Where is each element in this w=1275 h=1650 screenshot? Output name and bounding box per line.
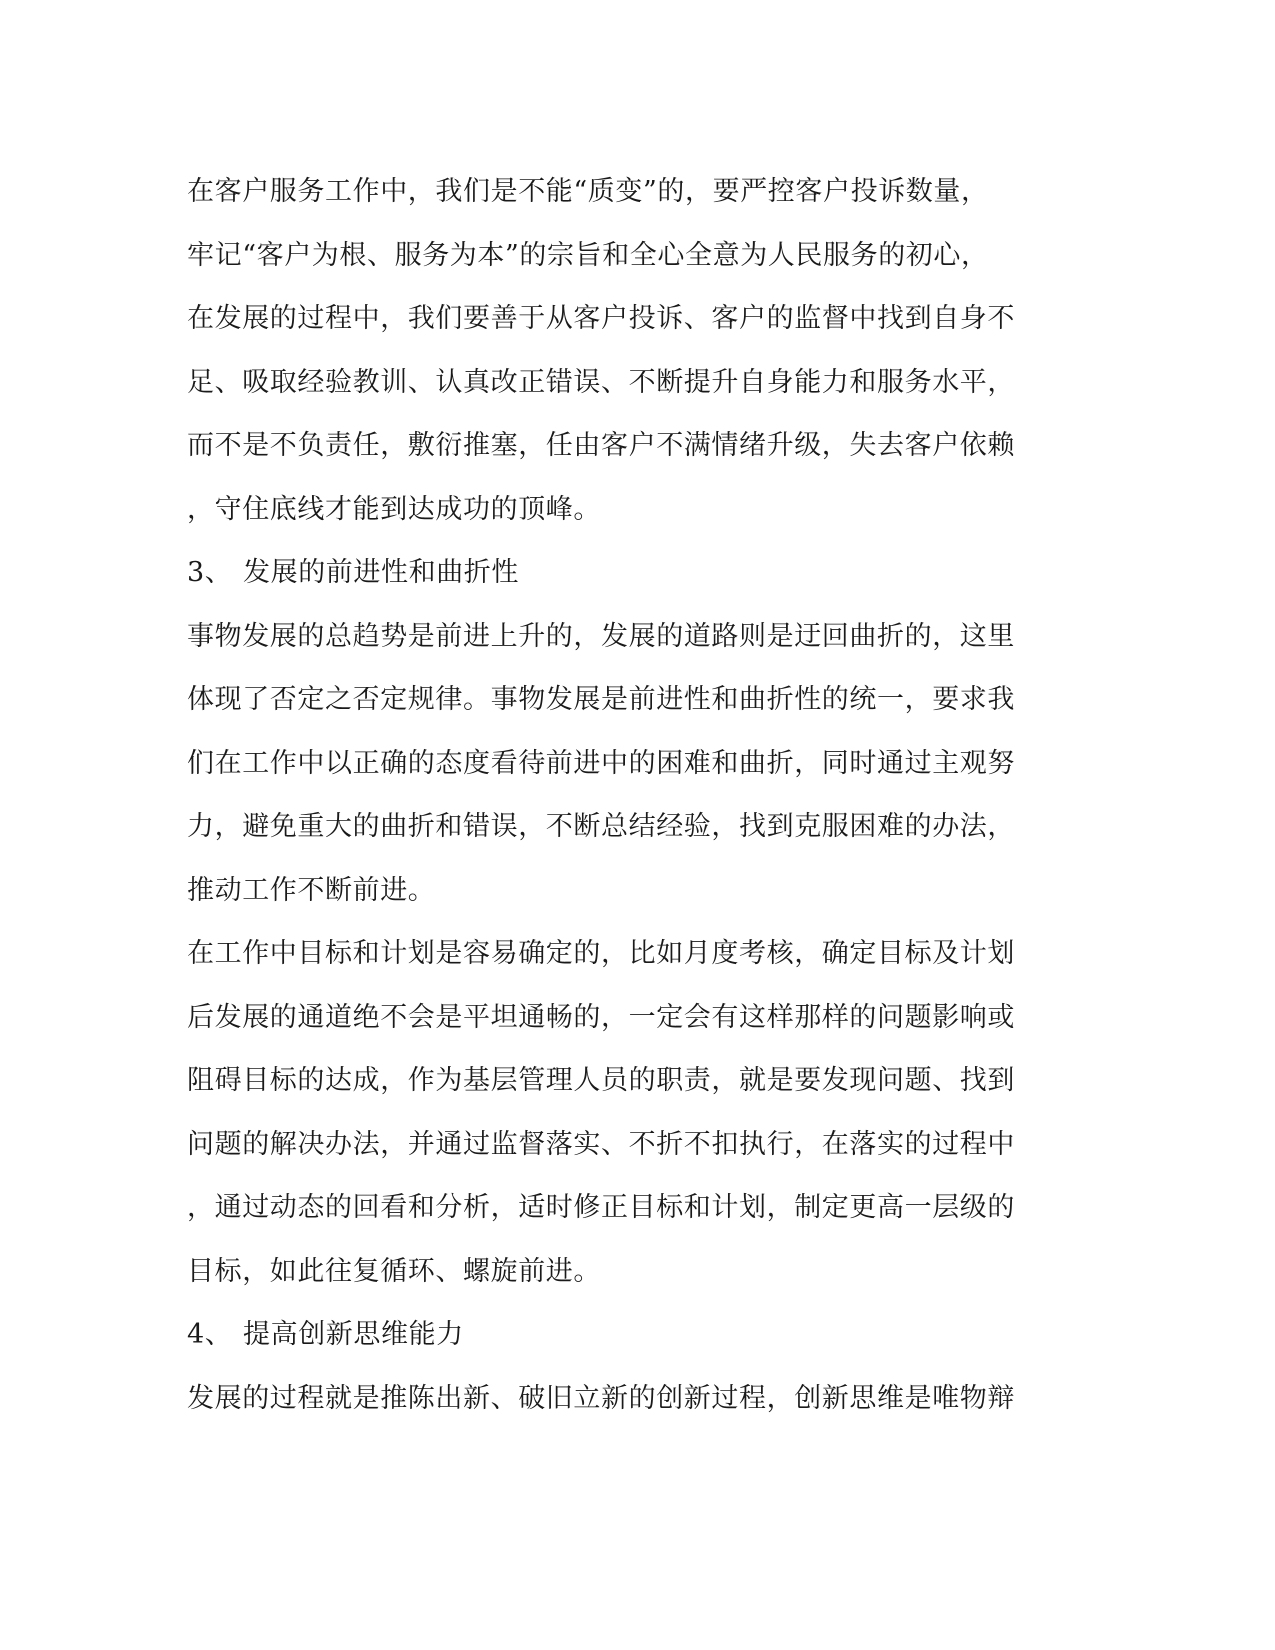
text-line: 足、吸取经验教训、认真改正错误、不断提升自身能力和服务水平， [187, 366, 1015, 398]
text-line: 在客户服务工作中，我们是不能“质变”的，要严控客户投诉数量， [187, 176, 989, 207]
section-number: 4、 [187, 1319, 233, 1350]
text-line: 推动工作不断前进。 [187, 874, 436, 906]
text-line: 后发展的通道绝不会是平坦通畅的，一定会有这样那样的问题影响或 [187, 1001, 1015, 1033]
text-line: 体现了否定之否定规律。事物发展是前进性和曲折性的统一，要求我 [187, 684, 1015, 715]
paragraph-goals-and-plans [187, 922, 1047, 1303]
section-number: 3、 [187, 557, 233, 588]
text-line: 而不是不负责任，敷衍推塞，任由客户不满情绪升级，失去客户依赖 [187, 430, 1015, 461]
text-line: ，通过动态的回看和分析，适时修正目标和计划，制定更高一层级的 [187, 1192, 1015, 1223]
text-line: 牢记“客户为根、服务为本”的宗旨和全心全意为人民服务的初心， [187, 239, 989, 271]
text-line: 事物发展的总趋势是前进上升的，发展的道路则是迂回曲折的，这里 [187, 620, 1015, 652]
section-title: 提高创新思维能力 [243, 1319, 464, 1350]
section-title: 发展的前进性和曲折性 [243, 557, 519, 588]
text-line: 力，避免重大的曲折和错误，不断总结经验，找到克服困难的办法， [187, 811, 1015, 842]
document-body [187, 160, 1047, 1430]
section-heading-4 [187, 1303, 1047, 1367]
paragraph-customer-service [187, 160, 1047, 541]
section-heading-3 [187, 541, 1047, 605]
paragraph-innovation [187, 1367, 1047, 1431]
paragraph-progress-and-twists [187, 605, 1047, 923]
text-line: 们在工作中以正确的态度看待前进中的困难和曲折，同时通过主观努 [187, 747, 1015, 779]
text-line: 问题的解决办法，并通过监督落实、不折不扣执行，在落实的过程中 [187, 1128, 1015, 1160]
text-line: 阻碍目标的达成，作为基层管理人员的职责，就是要发现问题、找到 [187, 1065, 1015, 1096]
text-line: 目标，如此往复循环、螺旋前进。 [187, 1255, 601, 1287]
text-line: 在发展的过程中，我们要善于从客户投诉、客户的监督中找到自身不 [187, 303, 1015, 334]
text-line: ，守住底线才能到达成功的顶峰。 [187, 493, 601, 525]
text-line: 在工作中目标和计划是容易确定的，比如月度考核，确定目标及计划 [187, 938, 1015, 969]
text-line: 发展的过程就是推陈出新、破旧立新的创新过程，创新思维是唯物辩 [187, 1382, 1015, 1414]
